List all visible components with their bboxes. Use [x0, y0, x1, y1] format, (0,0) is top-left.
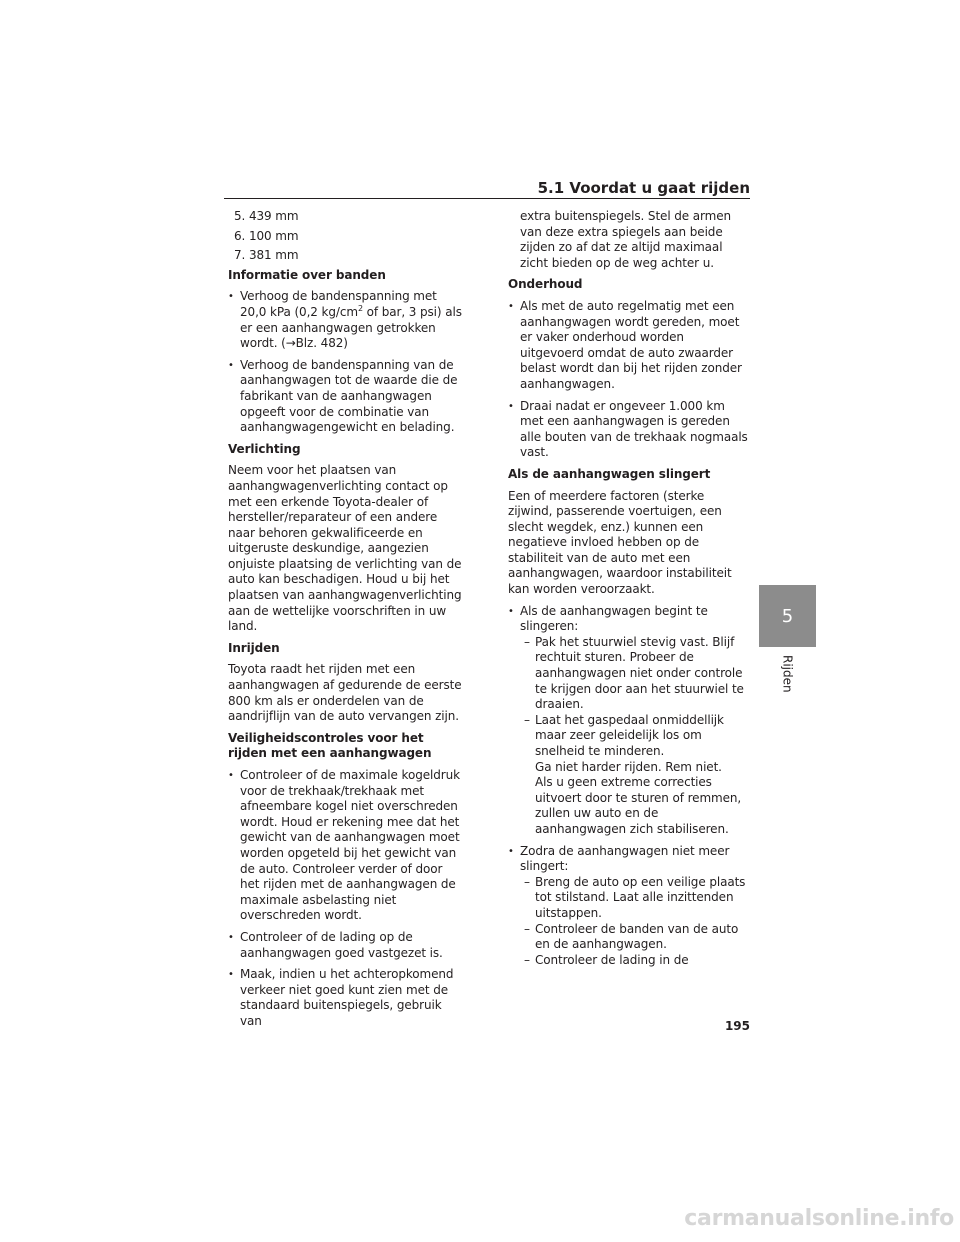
- dash-line: Ga niet harder rijden. Rem niet.: [535, 759, 722, 774]
- tires-b1-post: of bar, 3 psi) als er een aanhangwagen getrokken wordt. (→Blz. 482): [240, 304, 462, 351]
- maintenance-list: [508, 299, 748, 461]
- dimension-list: [228, 209, 464, 264]
- list-item: [228, 289, 464, 351]
- left-column: [228, 209, 464, 1036]
- safety-heading: Veiligheidscontroles voor het rijden met een aanhangwagen: [228, 730, 432, 761]
- dimension-item: 5. 439 mm: [234, 209, 299, 223]
- chapter-label-box: [759, 649, 816, 709]
- tires-heading: Informatie over banden: [228, 267, 386, 282]
- list-item: • Verhoog de bandenspanning van de aanhangwagen tot de waarde die de fabrikant van de aanhangwagen opgeeft voor de combinatie van aanhangwagengewicht en belading.: [228, 358, 464, 436]
- sway-list: [508, 604, 748, 969]
- tires-list: [228, 289, 464, 435]
- list-item: • Controleer of de maximale kogeldruk voor de trekhaak/trekhaak met afneembare kogel niet overschreden wordt. Houd er rekening mee dat het gewicht van de aanhangwagen moet worden opgeteld bij het gewicht van de auto. Controleer verder of door het rijden met de aanhangwagen de maximale asbelasting niet overschreden wordt.: [228, 768, 464, 924]
- list-item: [508, 604, 748, 838]
- lighting-text: Neem voor het plaatsen van aanhangwagenverlichting contact op met een erkende Toyota-dealer of hersteller/reparateur of een andere naar behoren gekwalificeerde en uitgeruste deskundige, aangezien onjuiste plaatsing de verlichting van de auto kan beschadigen. Houd u bij het plaatsen van aanhangwagenverlichting aan de wettelijke voorschriften in uw land.: [228, 463, 462, 634]
- header-rule: [224, 198, 750, 199]
- section-title: 5.1 Voordat u gaat rijden: [537, 179, 750, 197]
- watermark: carmanualsonline.info: [684, 1206, 954, 1231]
- dash-item: – Controleer de banden van de auto en de aanhangwagen.: [524, 922, 748, 953]
- list-item: [508, 844, 748, 969]
- sway-b2: • Zodra de aanhangwagen niet meer slingert:: [520, 843, 730, 874]
- sway-b2-steps: [520, 875, 748, 969]
- lighting-heading: Verlichting: [228, 441, 301, 456]
- safety-list: [228, 768, 464, 1030]
- mirror-continuation: extra buitenspiegels. Stel de armen van deze extra spiegels aan beide zijden zo af dat ze altijd maximaal zicht bieden op de weg achter u.: [520, 209, 732, 270]
- dash-item: – Breng de auto op een veilige plaats tot stilstand. Laat alle inzittenden uitstappen.: [524, 875, 748, 922]
- dash-line: – Laat het gaspedaal onmiddellijk maar zeer geleidelijk los om snelheid te minderen.: [535, 712, 724, 758]
- dash-item: – Controleer de lading in de: [524, 953, 748, 969]
- sway-heading: Als de aanhangwagen slingert: [508, 466, 711, 481]
- dash-item: – Pak het stuurwiel stevig vast. Blijf rechtuit sturen. Probeer de aanhangwagen niet onder controle te krijgen door aan het stuurwiel te draaien.: [524, 635, 748, 713]
- list-item: • Controleer of de lading op de aanhangwagen goed vastgezet is.: [228, 930, 464, 961]
- sway-text: Een of meerdere factoren (sterke zijwind, passerende voertuigen, een slecht wegdek, enz.) kunnen een negatieve invloed hebben op de stabiliteit van de auto met een aanhangwagen, waardoor instabiliteit kan worden veroorzaakt.: [508, 488, 732, 597]
- right-column: [508, 209, 748, 974]
- sway-b1-steps: [520, 635, 748, 838]
- chapter-label: Rijden: [780, 655, 795, 693]
- tires-b1-pre: Verhoog de bandenspanning met 20,0 kPa (0,2 kg/cm: [240, 289, 437, 319]
- page-number: 195: [724, 1019, 750, 1033]
- breakin-heading: Inrijden: [228, 640, 280, 655]
- sway-b1: • Als de aanhangwagen begint te slingeren:: [520, 603, 708, 634]
- maintenance-heading: Onderhoud: [508, 277, 583, 292]
- tires-b1-sup: 2: [357, 303, 363, 313]
- chapter-tab: [759, 585, 816, 647]
- breakin-text: Toyota raadt het rijden met een aanhangwagen af gedurende de eerste 800 km als er onderdelen van de aandrijflijn van de auto vervangen zijn.: [228, 662, 462, 724]
- list-item: • Maak, indien u het achteropkomend verkeer niet goed kunt zien met de standaard buitenspiegels, gebruik van: [228, 967, 464, 1029]
- dash-item: [524, 713, 748, 838]
- dimension-item: 6. 100 mm: [234, 228, 299, 243]
- list-item: • Als met de auto regelmatig met een aanhangwagen wordt gereden, moet er vaker onderhoud worden uitgevoerd omdat de auto zwaarder belast wordt dan bij het rijden zonder aanhangwagen.: [508, 299, 748, 393]
- list-item: • Draai nadat er ongeveer 1.000 km met een aanhangwagen is gereden alle bouten van de trekhaak nogmaals vast.: [508, 399, 748, 461]
- dash-line: Als u geen extreme correcties uitvoert door te sturen of remmen, zullen uw auto en de aanhangwagen zich stabiliseren.: [535, 775, 742, 836]
- dimension-item: 7. 381 mm: [234, 248, 299, 263]
- chapter-number: 5: [781, 605, 794, 627]
